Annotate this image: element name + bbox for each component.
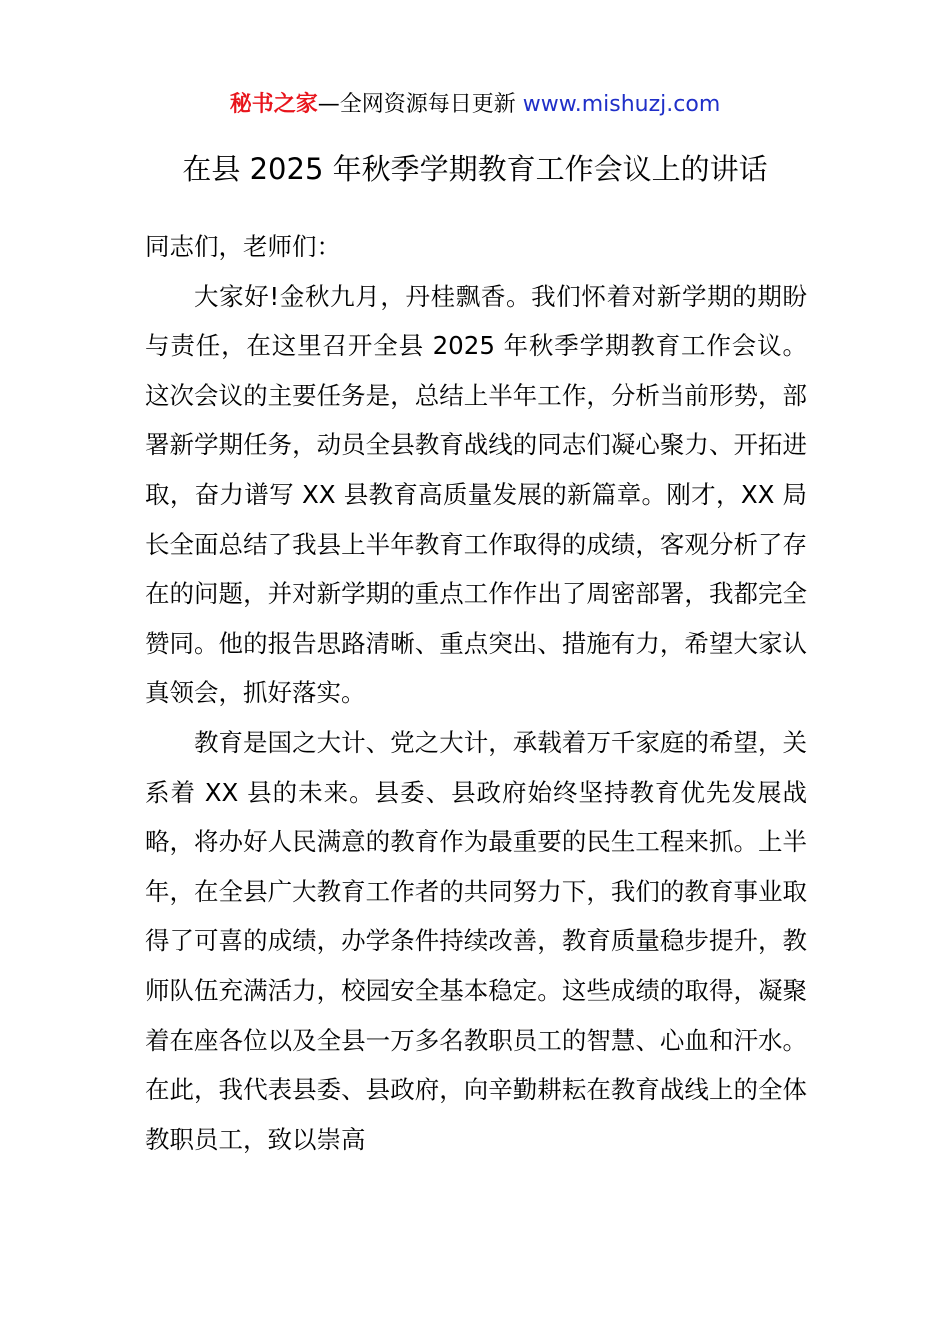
site-header	[0, 88, 950, 122]
paragraph-1: 大家好!金秋九月，丹桂飘香。我们怀着对新学期的期盼与责任，在这里召开全县 2025 年秋季学期教育工作会议。这次会议的主要任务是，总结上半年工作，分析当前形势，部署新学期任务，动员全县教育战线的同志们凝心聚力、开拓进取，奋力谱写 XX 县教育高质量发展的新篇章。刚才，XX 局长全面总结了我县上半年教育工作取得的成绩，客观分析了存在的问题，并对新学期的重点工作作出了周密部署，我都完全赞同。他的报告思路清晰、重点突出、措施有力，希望大家认真领会，抓好落实。	[145, 281, 807, 708]
site-url-link[interactable]: www.mishuzj.com	[522, 92, 721, 117]
paragraph-2: 教育是国之大计、党之大计，承载着万千家庭的希望，关系着 XX 县的未来。县委、县政府始终坚持教育优先发展战略，将办好人民满意的教育作为最重要的民生工程来抓。上半年，在全县广大教育工作者的共同努力下，我们的教育事业取得了可喜的成绩，办学条件持续改善，教育质量稳步提升，教师队伍充满活力，校园安全基本稳定。这些成绩的取得，凝聚着在座各位以及全县一万多名教职员工的智慧、心血和汗水。在此，我代表县委、县政府，向辛勤耕耘在教育战线上的全体教职员工，致以崇高	[145, 727, 807, 1154]
brand-name: 秘书之家	[229, 92, 318, 117]
header-tagline: —全网资源每日更新	[317, 92, 523, 117]
document-body	[145, 222, 807, 1164]
document-title: 在县 2025 年秋季学期教育工作会议上的讲话	[182, 152, 768, 186]
salutation: 同志们，老师们：	[145, 232, 341, 261]
